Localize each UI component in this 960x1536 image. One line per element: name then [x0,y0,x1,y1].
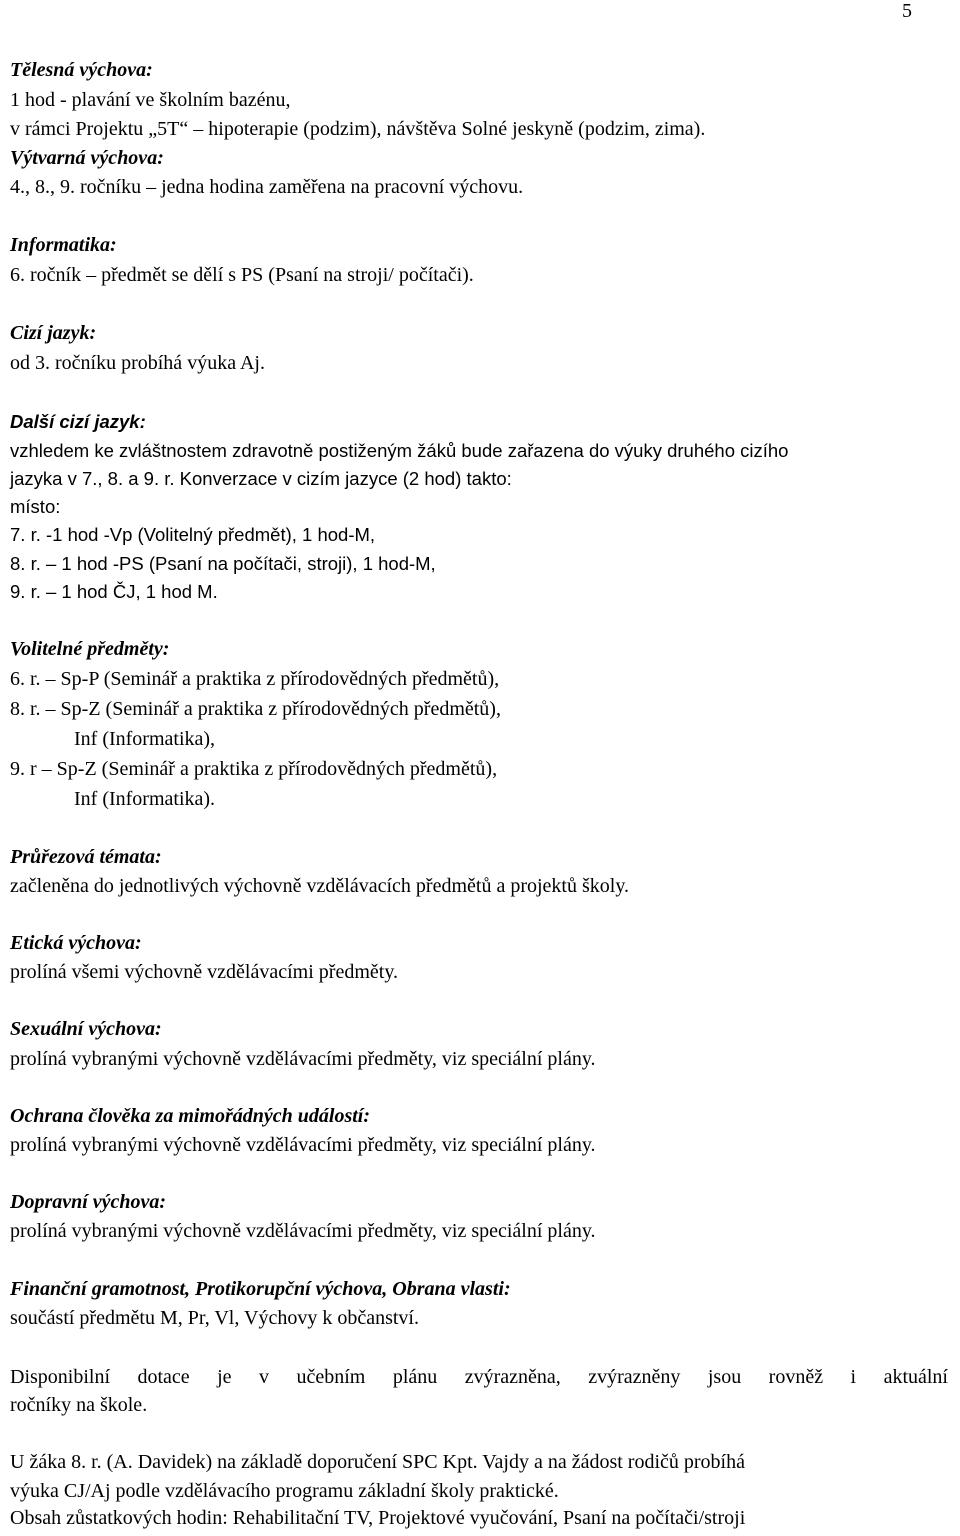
text-line: ročníky na škole. [10,1394,148,1416]
text-line: U žáka 8. r. (A. Davidek) na základě doporučení SPC Kpt. Vajdy a na žádost rodičů probíhá [10,1451,745,1473]
text-line: součástí předmětu M, Pr, Vl, Výchovy k občanství. [10,1307,419,1329]
section-heading-volitelne: Volitelné předměty: [10,638,170,660]
text-line: prolíná vybranými výchovně vzdělávacími předměty, viz speciální plány. [10,1220,596,1242]
text-line: 8. r. – 1 hod -PS (Psaní na počítači, stroji), 1 hod-M, [10,553,436,574]
text-line: 9. r. – 1 hod ČJ, 1 hod M. [10,581,218,602]
section-heading-dalsi-cizi: Další cizí jazyk: [10,411,146,432]
section-heading-vytvarna: Výtvarná výchova: [10,147,164,169]
text-line: prolíná vybranými výchovně vzdělávacími předměty, viz speciální plány. [10,1134,596,1156]
text-line: Obsah zůstatkových hodin: Rehabilitační TV, Projektové vyučování, Psaní na počítači/stroji [10,1507,746,1529]
text-line: 6. r. – Sp-P (Seminář a praktika z přírodovědných předmětů), [10,668,500,690]
page-number: 5 [902,0,912,22]
section-heading-informatika: Informatika: [10,234,117,256]
section-heading-eticka: Etická výchova: [10,932,142,954]
text-line: jazyka v 7., 8. a 9. r. Konverzace v cizím jazyce (2 hod) takto: [10,468,512,489]
section-heading-telesna: Tělesná výchova: [10,59,153,81]
text-line: 1 hod - plavání ve školním bazénu, [10,89,291,111]
section-heading-ochrana: Ochrana člověka za mimořádných událostí: [10,1105,371,1127]
text-line: prolíná všemi výchovně vzdělávacími předměty. [10,961,399,983]
text-line: vzhledem ke zvláštnostem zdravotně postiženým žáků bude zařazena do výuky druhého cizího [10,440,789,461]
section-heading-cizi: Cizí jazyk: [10,322,97,344]
text-line: 7. r. -1 hod -Vp (Volitelný předmět), 1 hod-M, [10,524,376,545]
text-line: Inf (Informatika), [74,728,216,750]
text-line-justified: Disponibilní dotace je v učebním plánu zvýrazněna, zvýrazněny jsou rovněž i aktuální [10,1366,948,1388]
text-line: 4., 8., 9. ročníku – jedna hodina zaměřena na pracovní výchovu. [10,176,524,198]
section-heading-sexualni: Sexuální výchova: [10,1018,162,1040]
text-line: výuka CJ/Aj podle vzdělávacího programu základní školy praktické. [10,1480,559,1502]
text-line: Inf (Informatika). [74,788,216,810]
section-heading-financni: Finanční gramotnost, Protikorupční výchova, Obrana vlasti: [10,1278,511,1300]
text-line: začleněna do jednotlivých výchovně vzdělávacích předmětů a projektů školy. [10,875,630,897]
text-line: místo: [10,496,61,517]
section-heading-dopravni: Dopravní výchova: [10,1191,167,1213]
text-line: 6. ročník – předmět se dělí s PS (Psaní na stroji/ počítači). [10,264,474,286]
text-line: od 3. ročníku probíhá výuka Aj. [10,352,265,374]
text-line: v rámci Projektu „5T“ – hipoterapie (podzim), návštěva Solné jeskyně (podzim, zima). [10,118,706,140]
section-heading-prurezova: Průřezová témata: [10,846,162,868]
text-line: 8. r. – Sp-Z (Seminář a praktika z přírodovědných předmětů), [10,698,501,720]
text-line: 9. r – Sp-Z (Seminář a praktika z přírodovědných předmětů), [10,758,498,780]
text-line: prolíná vybranými výchovně vzdělávacími předměty, viz speciální plány. [10,1048,596,1070]
